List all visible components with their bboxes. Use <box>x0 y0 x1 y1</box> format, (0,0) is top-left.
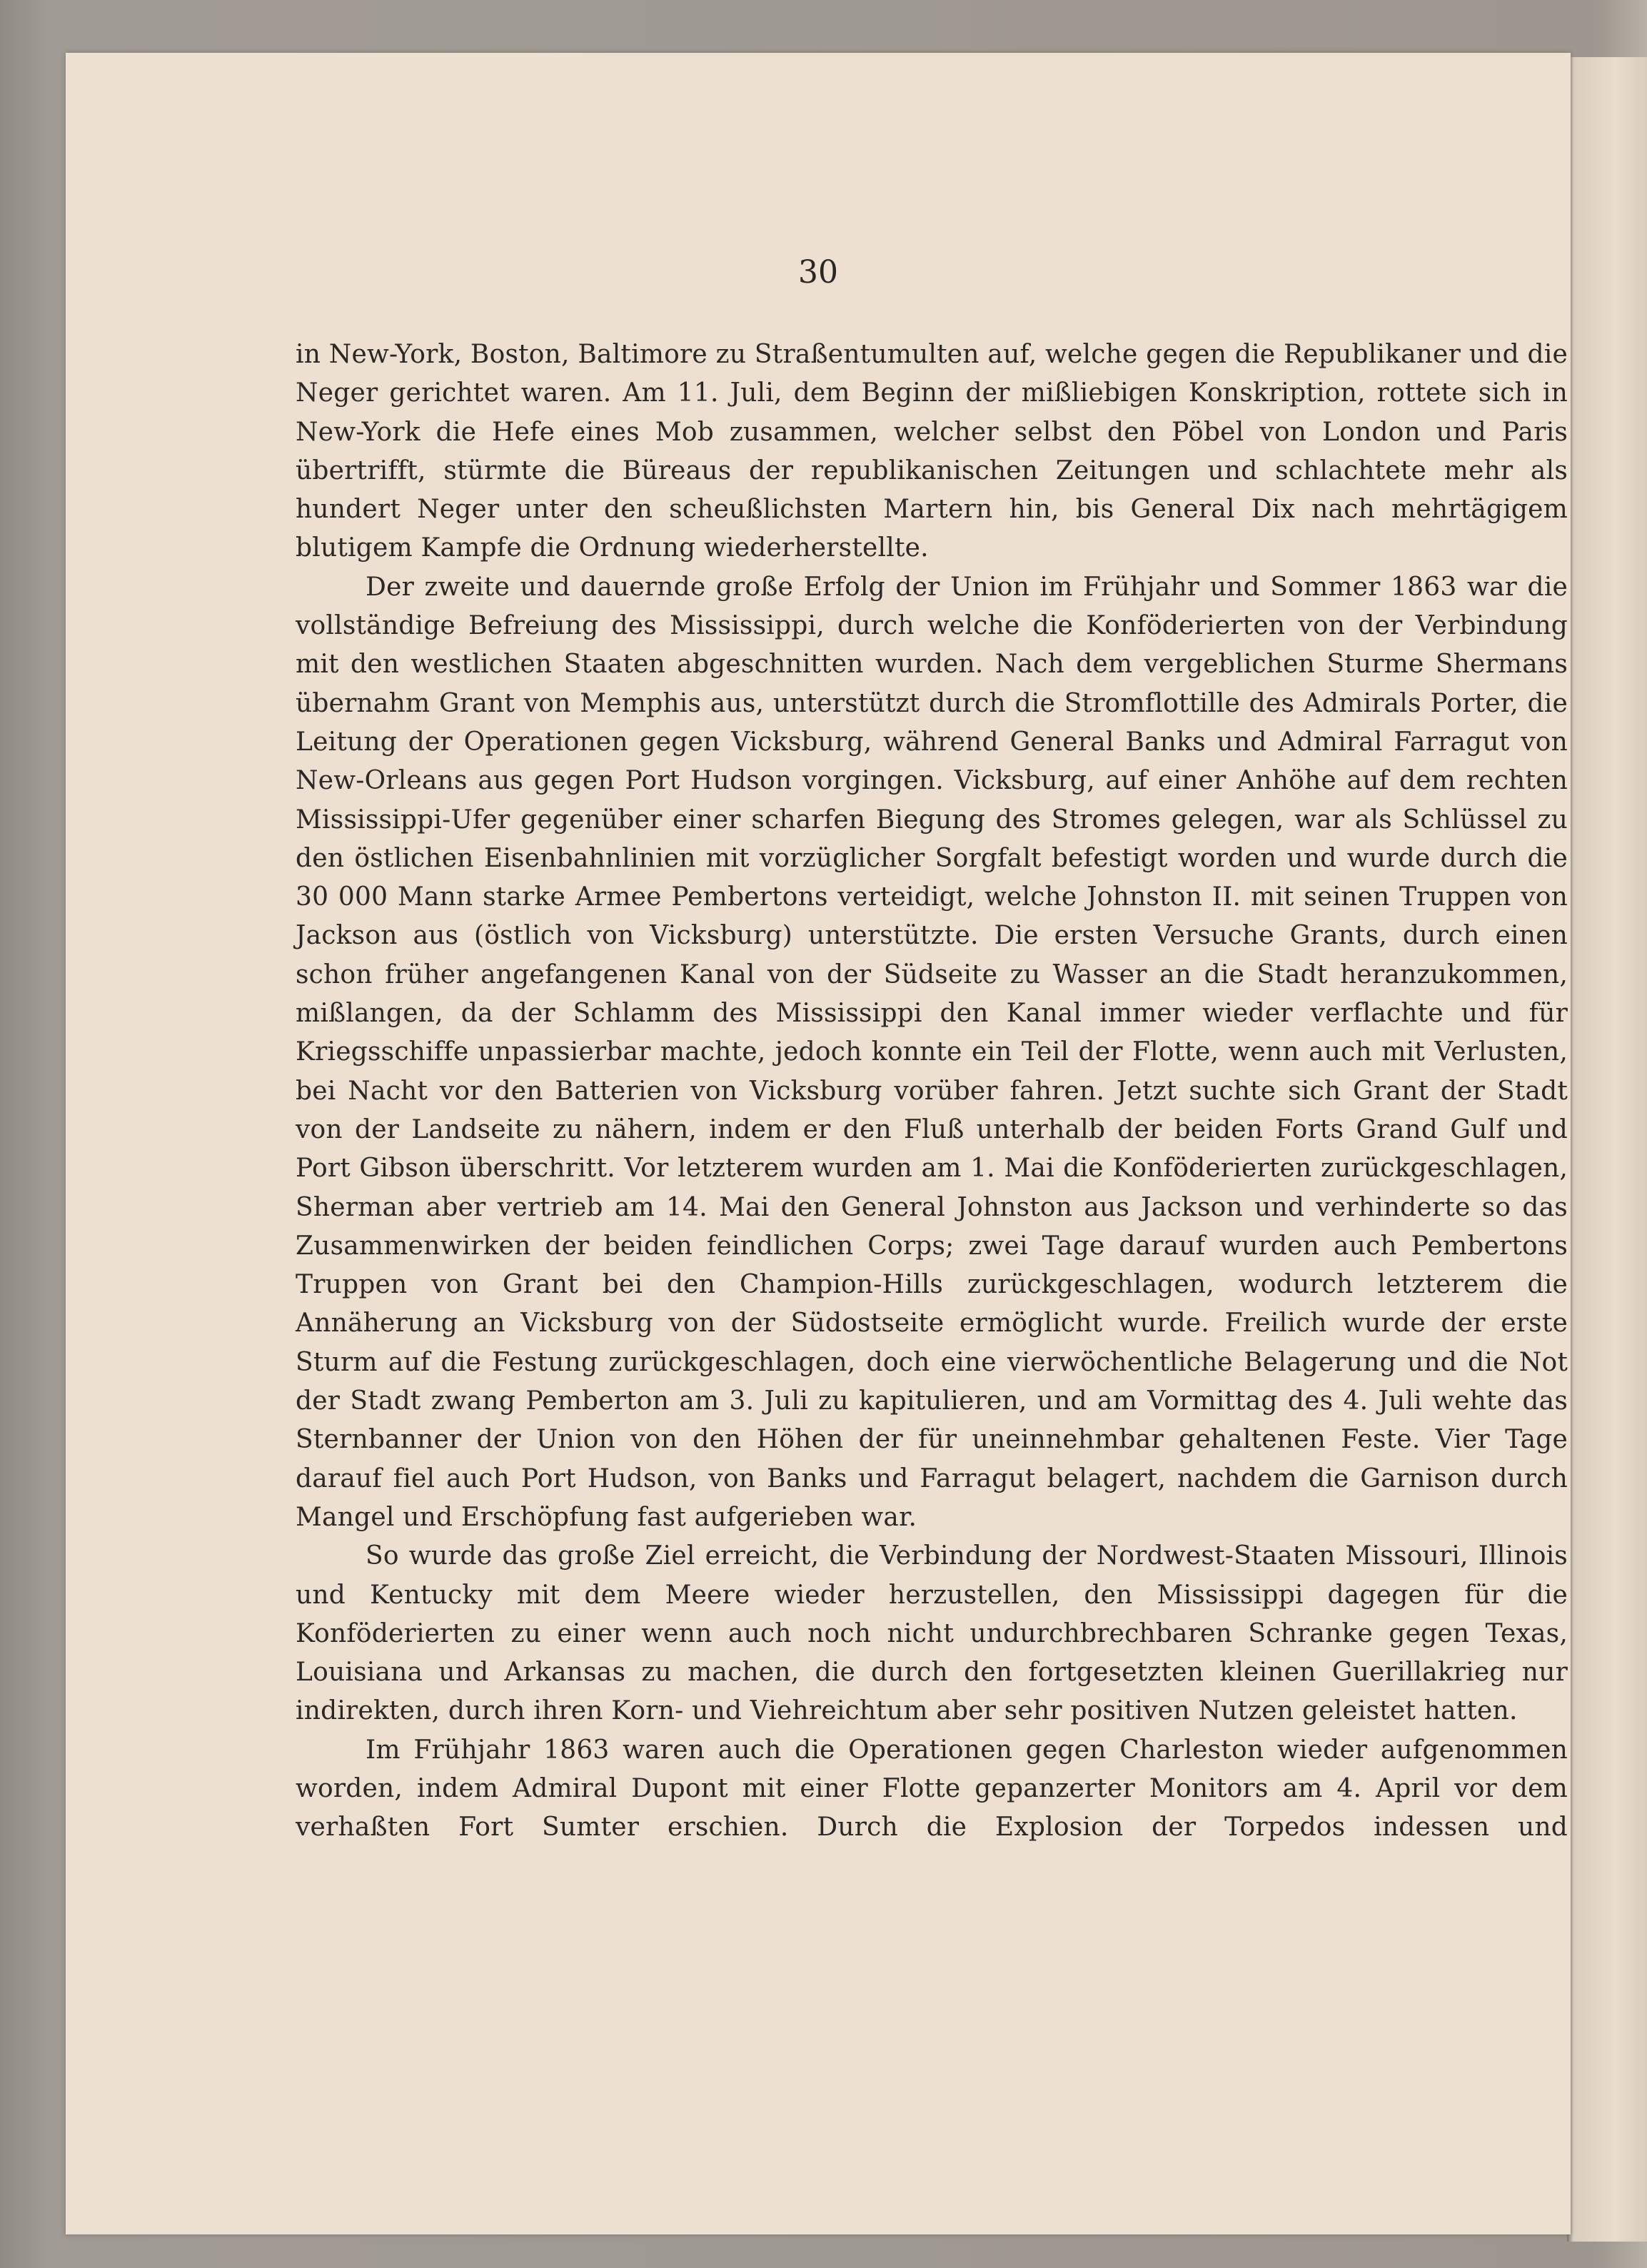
book-page <box>66 53 1571 2234</box>
paragraph-3: So wurde das große Ziel erreicht, die Verbindung der Nordwest-Staaten Missouri, Illinois und Kentucky mit dem Meere wieder herzustellen, den Mississippi dagegen für die Konföderierten zu einer wenn auch noch nicht undurchbrechbaren Schranke gegen Texas, Louisiana und Arkansas zu machen, die durch den fortgesetzten kleinen Guerillakrieg nur indirekten, durch ihren Korn- und Viehreichtum aber sehr positiven Nutzen geleistet hatten. <box>296 1541 1568 1726</box>
next-page-edge <box>1567 57 1647 2242</box>
page-number: 30 <box>798 254 838 291</box>
paragraph-1: in New-York, Boston, Baltimore zu Straßentumulten auf, welche gegen die Republikaner und die Neger gerichtet waren. Am 11. Juli, dem Beginn der mißliebigen Konskription, rottete sich in New-York die Hefe eines Mob zusammen, welcher selbst den Pöbel von London und Paris übertrifft, stürmte die Büreaus der republikanischen Zeitungen und schlachtete mehr als hundert Neger unter den scheußlichsten Martern hin, bis General Dix nach mehrtägigem blutigem Kampfe die Ordnung wiederherstellte. <box>296 340 1568 563</box>
paragraph-4: Im Frühjahr 1863 waren auch die Operationen gegen Charleston wieder aufgenommen worden, indem Admiral Dupont mit einer Flotte gepanzerter Monitors am 4. April vor dem verhaßten Fort Sumter erschien. Durch die Explosion der Torpedos indessen und <box>296 1735 1568 1843</box>
paragraph-2: Der zweite und dauernde große Erfolg der Union im Frühjahr und Sommer 1863 war die vollständige Befreiung des Mississippi, durch welche die Konföderierten von der Verbindung mit den westlichen Staaten abgeschnitten wurden. Nach dem vergeblichen Sturme Shermans übernahm Grant von Memphis aus, unterstützt durch die Stromflottille des Admirals Porter, die Leitung der Operationen gegen Vicksburg, während General Banks und Admiral Farragut von New-Orleans aus gegen Port Hudson vorgingen. Vicksburg, auf einer Anhöhe auf dem rechten Mississippi-Ufer gegenüber einer scharfen Biegung des Stromes gelegen, war als Schlüssel zu den östlichen Eisenbahnlinien mit vorzüglicher Sorgfalt befestigt worden und wurde durch die 30 000 Mann starke Armee Pembertons verteidigt, welche Johnston II. mit seinen Truppen von Jackson aus (östlich von Vicksburg) unterstützte. Die ersten Versuche Grants, durch einen schon früher angefangenen Kanal von der Südseite zu Wasser an die Stadt heranzukommen, mißlangen, da der Schlamm des Mississippi den Kanal immer wieder verflachte und für Kriegsschiffe unpassierbar machte, jedoch konnte ein Teil der Flotte, wenn auch mit Verlusten, bei Nacht vor den Batterien von Vicksburg vorüber fahren. Jetzt suchte sich Grant der Stadt von der Landseite zu nähern, indem er den Fluß unterhalb der beiden Forts Grand Gulf und Port Gibson überschritt. Vor letzterem wurden am 1. Mai die Konföderierten zurückgeschlagen, Sherman aber vertrieb am 14. Mai den General Johnston aus Jackson und verhinderte so das Zusammenwirken der beiden feindlichen Corps; zwei Tage darauf wurden auch Pembertons Truppen von Grant bei den Champion-Hills zurückgeschlagen, wodurch letzterem die Annäherung an Vicksburg von der Südostseite ermöglicht wurde. Freilich wurde der erste Sturm auf die Festung zurückgeschlagen, doch eine vierwöchentliche Belagerung und die Not der Stadt zwang Pemberton am 3. Juli zu kapitulieren, und am Vormittag des 4. Juli wehte das Sternbanner der Union von den Höhen der für uneinnehmbar gehaltenen Feste. Vier Tage darauf fiel auch Port Hudson, von Banks und Farragut belagert, nachdem die Garnison durch Mangel und Erschöpfung fast aufgerieben war. <box>296 572 1568 1532</box>
body-text <box>296 336 1568 1848</box>
